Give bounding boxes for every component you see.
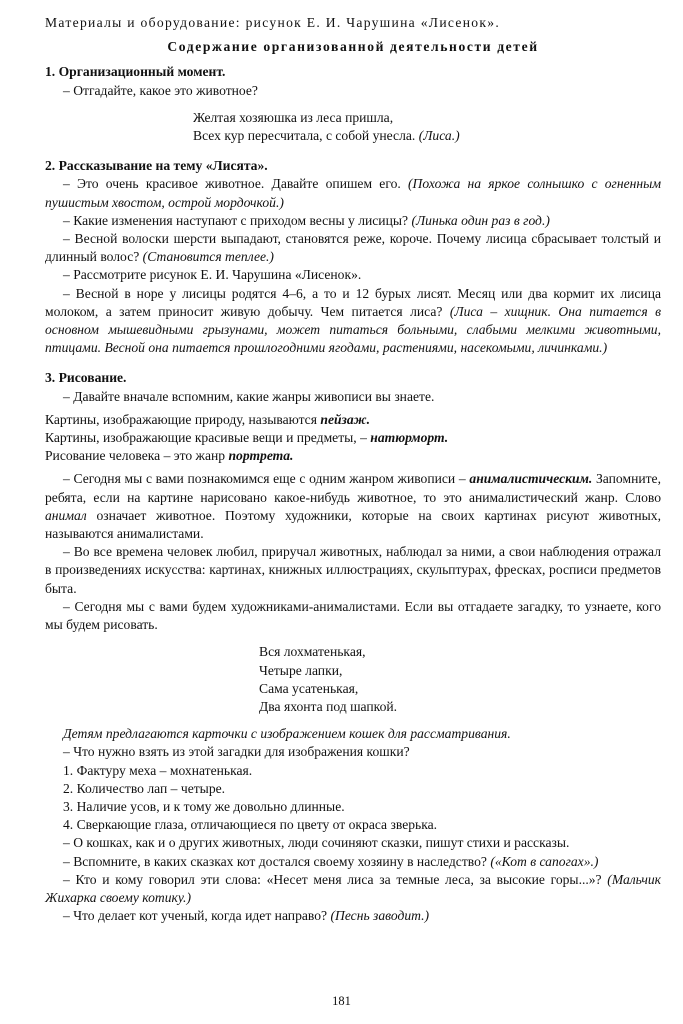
part3-paragraph: – Кто и кому говорил эти слова: «Несет меня лиса за темные леса, за высокие горы...»? (Мальчик Жихарка своему котику.): [45, 871, 661, 905]
part3-paragraph: – О кошках, как и о других животных, люди сочиняют сказки, пишут стихи и рассказы.: [63, 835, 570, 851]
part3-paragraph: – Что нужно взять из этой загадки для изображения кошки?: [63, 744, 410, 760]
list-item: 2. Количество лап – четыре.: [63, 780, 226, 796]
list-item: 1. Фактуру меха – мохнатенькая.: [63, 762, 253, 778]
riddle-line-1: Желтая хозяюшка из леса пришла,: [193, 109, 394, 125]
part2-paragraph: – Весной волоски шерсти выпадают, становятся реже, короче. Почему лисица сбрасывает толстый и длинный волос? (Становится теплее.): [45, 231, 661, 265]
cards-note: Детям предлагаются карточки с изображением кошек для рассматривания.: [63, 726, 511, 742]
part1-question: – Отгадайте, какое это животное?: [63, 82, 258, 98]
genre-line: Картины, изображающие природу, называются пейзаж.: [45, 411, 370, 427]
part3-paragraph: – Сегодня мы с вами познакомимся еще с одним жанром живописи – анималистическим. Запомните, ребята, если на картине нарисовано какое-нибудь животное, то это анималистический жанр. Слово анимал означает животное. Поэтому художники, которые на своих картинах рисуют животных, называются анималистами.: [45, 471, 661, 542]
part1-heading: 1. Организационный момент.: [45, 64, 226, 80]
riddle-line-2: Всех кур пересчитала, с собой унесла. (Лиса.): [193, 128, 460, 144]
part2-paragraph: – Какие изменения наступают с приходом весны у лисицы? (Линька один раз в год.): [63, 212, 550, 228]
part3-paragraph: – Сегодня мы с вами будем художниками-анималистами. Если вы отгадаете загадку, то узнаете, кого мы будем рисовать.: [45, 598, 661, 633]
part2-heading: 2. Рассказывание на тему «Лисята».: [45, 158, 268, 174]
genre-line: Рисование человека – это жанр портрета.: [45, 448, 294, 464]
list-item: 4. Сверкающие глаза, отличающиеся по цвету от окраса зверька.: [63, 817, 438, 833]
poem-line: Четыре лапки,: [259, 662, 343, 678]
poem-line: Два яхонта под шапкой.: [259, 698, 398, 714]
part3-paragraph: – Во все времена человек любил, приручал животных, наблюдал за ними, а свои наблюдения отражал в произведениях искусства: картинах, книжных иллюстрациях, скульптурах, фресках, росписи предметов быта.: [45, 544, 661, 596]
part2-paragraph: – Рассмотрите рисунок Е. И. Чарушина «Лисенок».: [63, 267, 362, 283]
part3-paragraph: – Что делает кот ученый, когда идет направо? (Песнь заводит.): [63, 908, 430, 924]
section-title: Содержание организованной деятельности детей: [167, 39, 539, 55]
part2-paragraph: – Весной в норе у лисицы родятся 4–6, а то и 12 бурых лисят. Месяц или два кормит их лисица молоком, а затем приносит живую добычу. Чем питается лиса? (Лиса – хищник. Она питается в основном мышевидными грызунами, может питаться больными, слабыми мелкими животными, птицами. Весной она питается прошлогодними ягодами, растениями, насекомыми, личинками.): [45, 285, 661, 356]
part3-heading: 3. Рисование.: [45, 370, 127, 386]
list-item: 3. Наличие усов, и к тому же довольно длинные.: [63, 798, 345, 814]
part3-paragraph: – Вспомните, в каких сказках кот достался своему хозяину в наследство? («Кот в сапогах».): [63, 853, 599, 869]
page-number: 181: [332, 993, 351, 1008]
part2-paragraph: – Это очень красивое животное. Давайте опишем его. (Похожа на яркое солнышко с огненным пушистым хвостом, острой мордочкой.): [45, 176, 661, 210]
poem-line: Вся лохматенькая,: [259, 644, 366, 660]
materials-line: Материалы и оборудование: рисунок Е. И. Чарушина «Лисенок».: [45, 15, 501, 30]
genre-line: Картины, изображающие красивые вещи и предметы, – натюрморт.: [45, 430, 449, 446]
part3-paragraph: – Давайте вначале вспомним, какие жанры живописи вы знаете.: [63, 388, 435, 404]
poem-line: Сама усатенькая,: [259, 680, 359, 696]
